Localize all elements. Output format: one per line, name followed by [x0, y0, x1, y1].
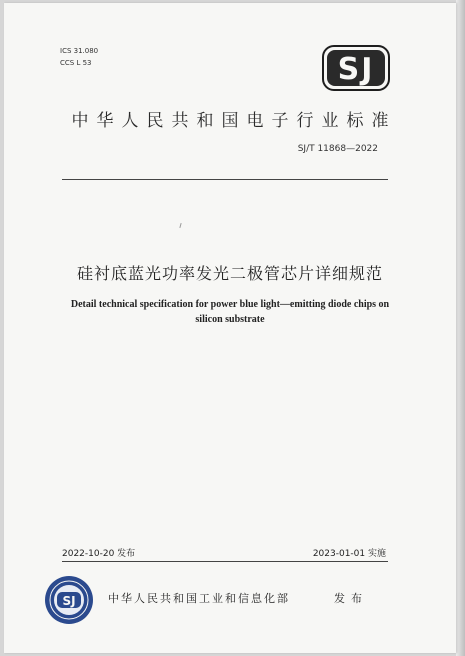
- issue-date: 2022-10-20 发布: [62, 549, 136, 559]
- standard-category: 中华人民共和国电子行业标准: [71, 111, 397, 131]
- page-edge-shadow: [456, 0, 465, 656]
- classification-codes: [60, 45, 98, 69]
- title-english: [60, 297, 400, 327]
- sj-logo: [322, 45, 390, 91]
- publish-label: 发布: [334, 592, 368, 605]
- title-chinese: 硅衬底蓝光功率发光二极管芯片详细规范: [76, 264, 383, 283]
- ministry-emblem-icon: [44, 575, 94, 625]
- title-english-line-2: silicon substrate: [195, 314, 265, 325]
- ics-code: ICS 31.080: [60, 47, 99, 55]
- scan-artifact-mark: [179, 223, 181, 228]
- sj-logo-text: SJ: [337, 52, 375, 87]
- title-english-line-1: Detail technical specification for power blue light—emitting diode chips on: [70, 299, 390, 310]
- ccs-code: CCS L 53: [60, 59, 92, 67]
- header-divider: [62, 179, 388, 180]
- footer-divider: [62, 561, 388, 562]
- emblem-text: SJ: [62, 594, 76, 608]
- standard-number: SJ/T 11868—2022: [297, 144, 378, 154]
- standard-cover-page: [4, 3, 456, 653]
- publisher-name: 中华人民共和国工业和信息化部: [108, 592, 290, 605]
- implementation-date: 2023-01-01 实施: [312, 549, 386, 559]
